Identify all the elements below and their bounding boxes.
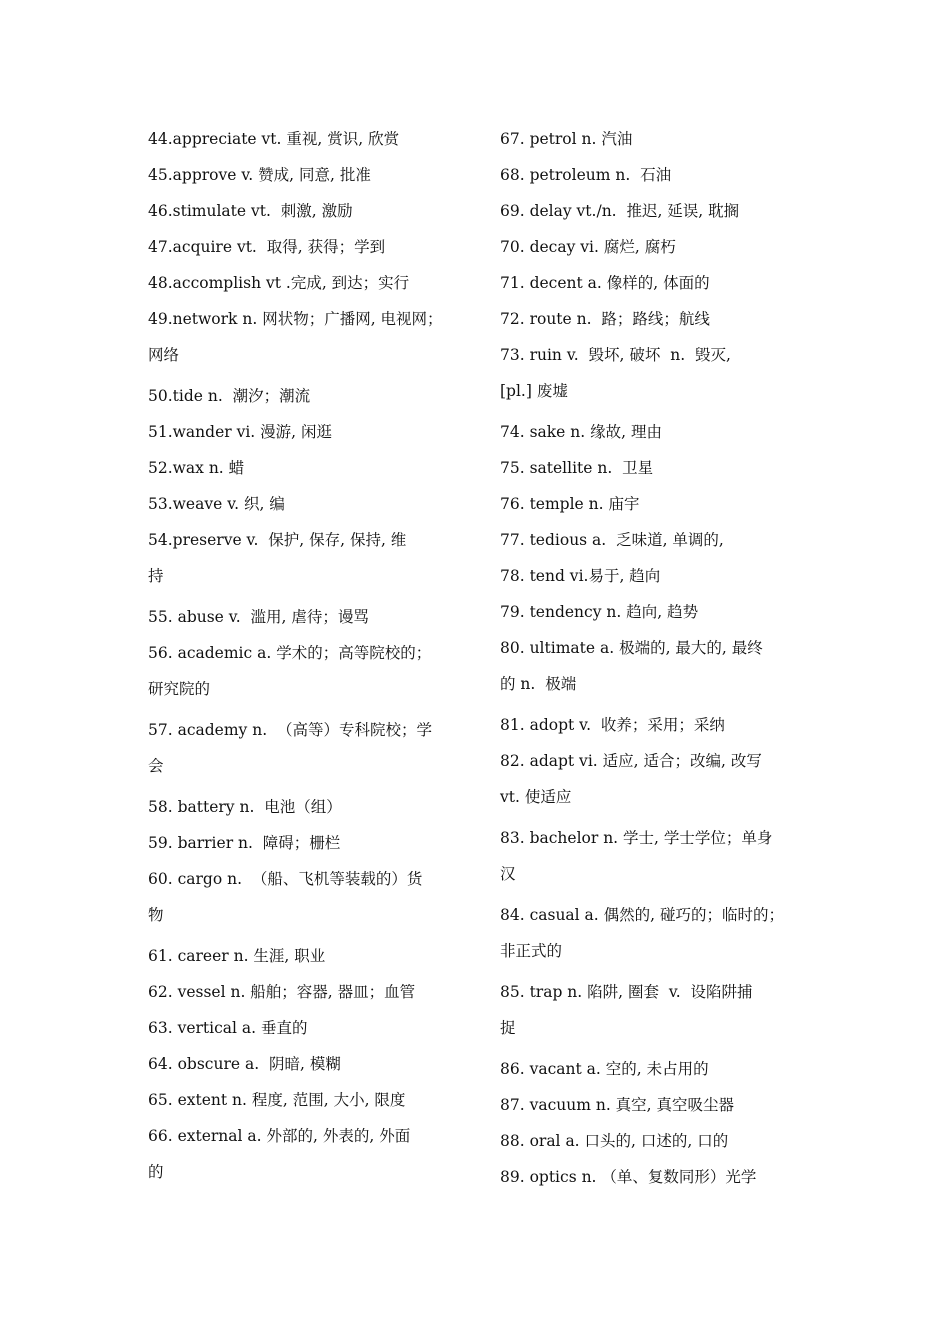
vocab-entry-line: 47.acquire vt. 取得, 获得；学到 [148,238,386,256]
vocab-entry [500,157,820,193]
vocab-entry [500,897,820,969]
vocab-entry [500,820,820,892]
vocab-entry [500,301,820,337]
vocab-entry [500,450,820,486]
vocab-entry [500,558,820,594]
vocab-entry-line: 非正式的 [500,942,563,960]
vocab-entry [500,1087,820,1123]
vocab-entry [148,712,473,784]
vocab-entry [148,229,473,265]
vocab-entry [500,630,820,702]
right-column [500,121,820,1195]
vocab-entry-line: 78. tend vi.易于, 趋向 [500,567,661,585]
vocab-entry-line: 77. tedious a. 乏味道, 单调的, [500,531,724,549]
vocab-entry-line: 88. oral a. 口头的, 口述的, 口的 [500,1132,729,1150]
vocab-entry [500,707,820,743]
vocab-entry-line: 捉 [500,1019,516,1037]
vocab-entry-line: 76. temple n. 庙宇 [500,495,640,513]
vocab-entry-line: 80. ultimate a. 极端的, 最大的, 最终 [500,639,763,657]
vocab-entry-line: 研究院的 [148,680,211,698]
vocab-entry [148,157,473,193]
vocab-entry-line: 66. external a. 外部的, 外表的, 外面 [148,1127,411,1145]
vocab-entry [148,635,473,707]
vocab-entry-line: 48.accomplish vt .完成, 到达；实行 [148,274,410,292]
vocab-entry-line: 56. academic a. 学术的；高等院校的； [148,644,432,662]
vocab-entry [500,743,820,815]
vocab-entry-line: 57. academy n. （高等）专科院校；学 [148,721,432,739]
vocab-entry-line: 70. decay vi. 腐烂, 腐朽 [500,238,676,256]
vocab-entry [148,974,473,1010]
vocab-entry [148,193,473,229]
vocab-entry [148,1010,473,1046]
vocab-entry-line: 汉 [500,865,516,883]
vocab-entry-line: 82. adapt vi. 适应, 适合；改编, 改写 [500,752,762,770]
vocab-entry [148,1082,473,1118]
vocab-entry-line: 52.wax n. 蜡 [148,459,245,477]
vocab-entry-line: 67. petrol n. 汽油 [500,130,633,148]
vocab-entry-line: 持 [148,567,164,585]
vocab-entry [500,486,820,522]
vocab-entry-line: 60. cargo n. （船、飞机等装载的）货 [148,870,423,888]
vocab-entry-line: 89. optics n. （单、复数同形）光学 [500,1168,757,1186]
vocab-entry-line: 54.preserve v. 保护, 保存, 保持, 维 [148,531,407,549]
vocab-entry-line: 50.tide n. 潮汐；潮流 [148,387,311,405]
vocab-entry-line: 84. casual a. 偶然的, 碰巧的；临时的； [500,906,785,924]
vocab-entry [500,414,820,450]
vocab-entry [500,265,820,301]
vocab-entry [500,594,820,630]
vocab-entry [500,121,820,157]
vocab-entry-line: 会 [148,757,164,775]
vocab-entry-line: 73. ruin v. 毁坏, 破坏 n. 毁灭, [500,346,731,364]
vocab-entry-line: 网络 [148,346,180,364]
vocab-entry [148,378,473,414]
vocab-entry [148,522,473,594]
vocab-entry [500,1159,820,1195]
vocab-entry [148,938,473,974]
vocab-entry-line: 61. career n. 生涯, 职业 [148,947,326,965]
vocab-entry-line: 58. battery n. 电池（组） [148,798,342,816]
vocab-entry [148,301,473,373]
vocab-entry-line: 81. adopt v. 收养；采用；采纳 [500,716,725,734]
vocab-entry-line: 75. satellite n. 卫星 [500,459,654,477]
vocab-entry [500,1123,820,1159]
vocab-entry [500,229,820,265]
vocab-entry-line: [pl.] 废墟 [500,382,568,400]
vocab-entry [500,337,820,409]
vocab-entry [500,193,820,229]
vocab-entry-line: 69. delay vt./n. 推迟, 延误, 耽搁 [500,202,740,220]
vocab-entry-line: 44.appreciate vt. 重视, 赏识, 欣赏 [148,130,400,148]
vocab-entry-line: 68. petroleum n. 石油 [500,166,672,184]
vocab-entry-line: 51.wander vi. 漫游, 闲逛 [148,423,332,441]
vocab-entry [148,486,473,522]
vocab-entry-line: 64. obscure a. 阴暗, 模糊 [148,1055,341,1073]
vocab-entry-line: 46.stimulate vt. 刺激, 激励 [148,202,353,220]
vocab-entry-line: 的 [148,1163,164,1181]
vocab-entry [148,1118,473,1190]
vocab-entry [148,1046,473,1082]
vocab-entry [148,450,473,486]
vocab-entry-line: 79. tendency n. 趋向, 趋势 [500,603,699,621]
vocab-entry [148,599,473,635]
vocab-entry-line: 49.network n. 网状物；广播网, 电视网； [148,310,443,328]
vocab-entry [148,861,473,933]
vocab-entry [500,1051,820,1087]
vocab-entry-line: 53.weave v. 织, 编 [148,495,285,513]
left-column [148,121,473,1195]
vocab-entry-line: 62. vessel n. 船舶；容器, 器皿；血管 [148,983,416,1001]
vocab-entry-line: 45.approve v. 赞成, 同意, 批准 [148,166,371,184]
vocab-entry-line: vt. 使适应 [500,788,572,806]
vocab-entry-line: 63. vertical a. 垂直的 [148,1019,308,1037]
vocab-entry [148,825,473,861]
vocab-entry-line: 的 n. 极端 [500,675,577,693]
vocab-entry [148,414,473,450]
vocab-entry-line: 72. route n. 路；路线；航线 [500,310,710,328]
vocab-entry [500,974,820,1046]
vocab-entry-line: 85. trap n. 陷阱, 圈套 v. 设陷阱捕 [500,983,753,1001]
vocab-entry [148,789,473,825]
vocab-entry-line: 59. barrier n. 障碍；栅栏 [148,834,341,852]
vocab-entry-line: 71. decent a. 像样的, 体面的 [500,274,710,292]
vocab-entry-line: 87. vacuum n. 真空, 真空吸尘器 [500,1096,735,1114]
vocab-entry-line: 55. abuse v. 滥用, 虐待；谩骂 [148,608,369,626]
vocab-entry [148,121,473,157]
vocab-entry-line: 86. vacant a. 空的, 未占用的 [500,1060,709,1078]
vocab-entry-line: 65. extent n. 程度, 范围, 大小, 限度 [148,1091,406,1109]
vocab-entry-line: 83. bachelor n. 学士, 学士学位；单身 [500,829,773,847]
vocab-entry [148,265,473,301]
vocab-entry-line: 74. sake n. 缘故, 理由 [500,423,662,441]
vocab-entry [500,522,820,558]
vocab-entry-line: 物 [148,906,164,924]
